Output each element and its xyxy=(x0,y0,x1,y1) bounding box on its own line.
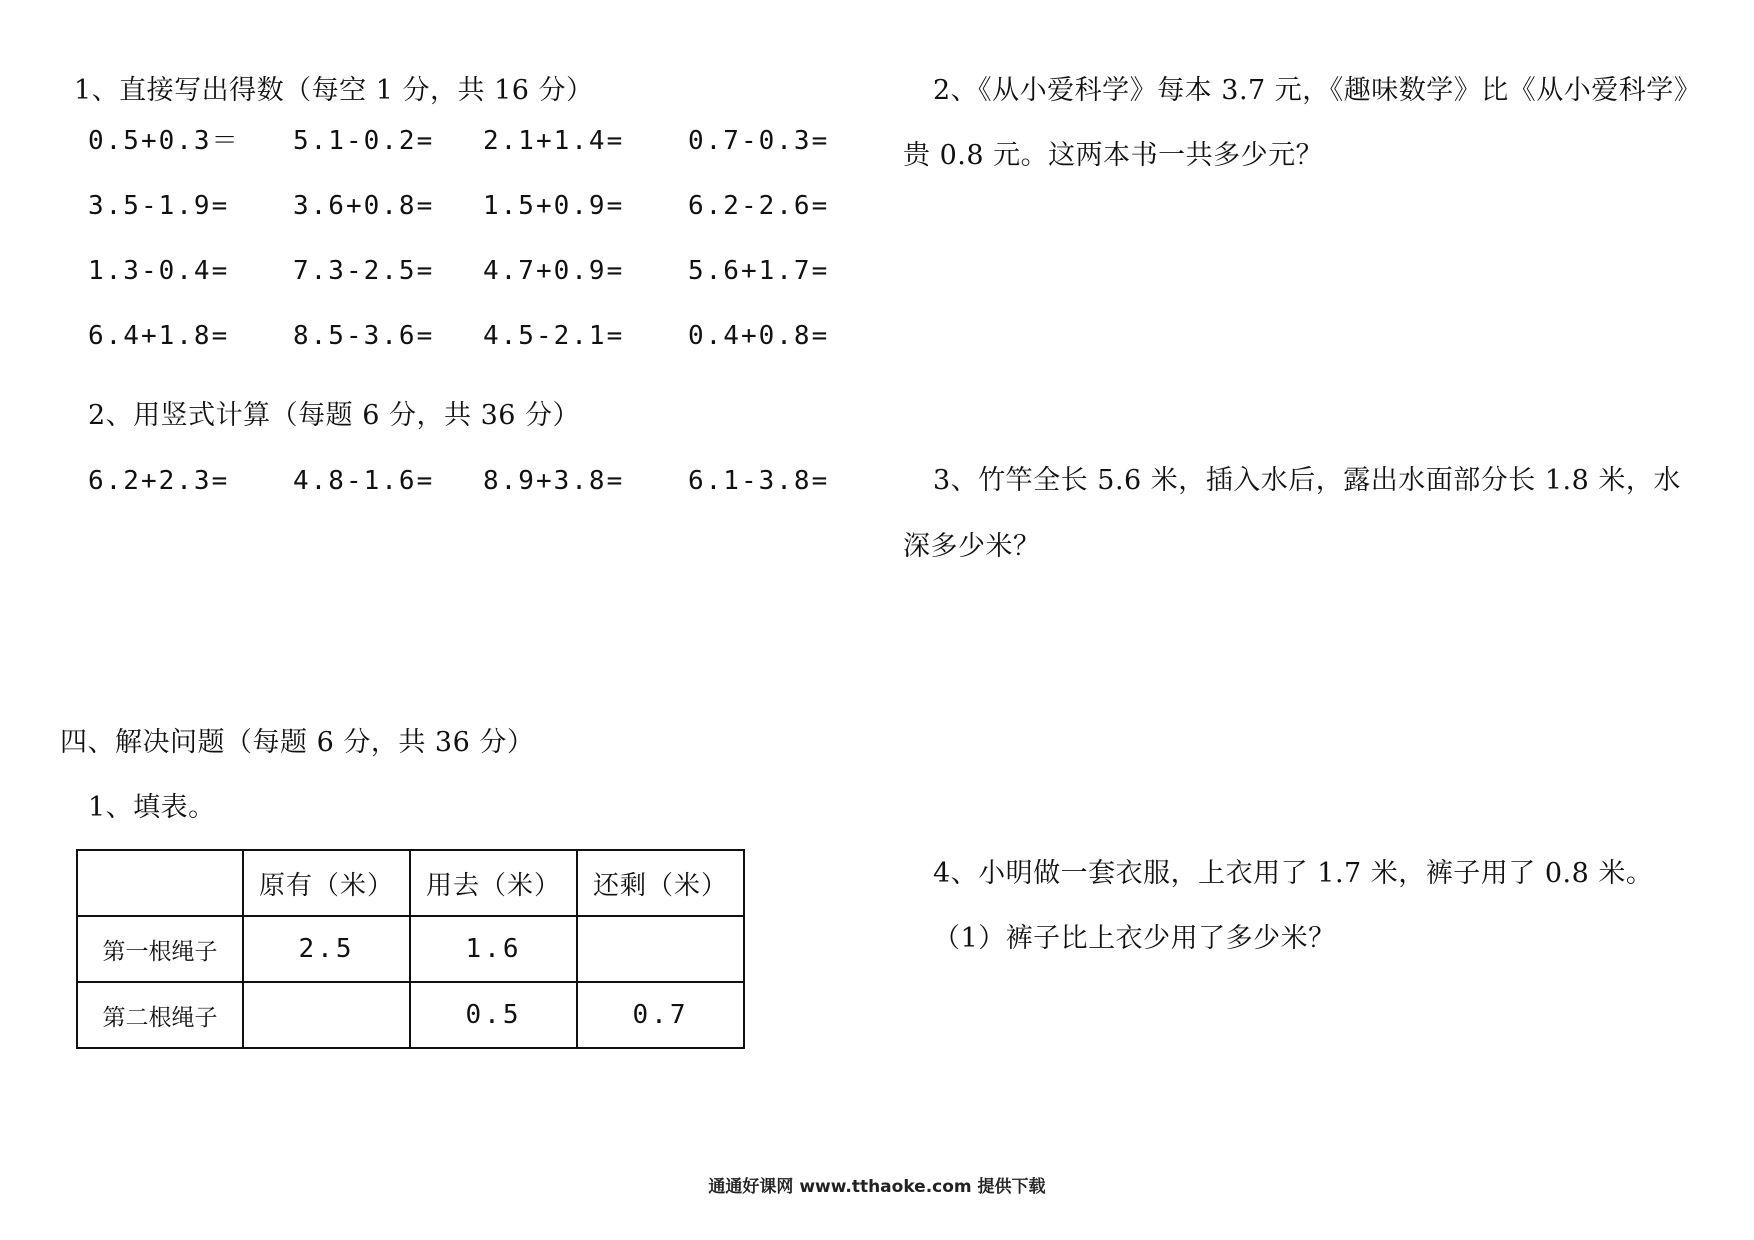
section2-title: 2、用竖式计算（每题 6 分，共 36 分） xyxy=(88,400,581,431)
oral-row-4 xyxy=(88,319,848,353)
oral-expr: 0.4+0.8= xyxy=(688,321,830,351)
vertical-calc-row xyxy=(88,464,848,498)
oral-expr: 5.6+1.7= xyxy=(688,256,830,286)
oral-expr: 1.5+0.9= xyxy=(483,191,625,221)
q4-line-1: 4、小明做一套衣服，上衣用了 1.7 米，裤子用了 0.8 米。 xyxy=(933,858,1654,889)
oral-expr: 0.7-0.3= xyxy=(688,126,830,156)
section4-title: 四、解决问题（每题 6 分，共 36 分） xyxy=(60,727,535,758)
table-row xyxy=(77,982,744,1048)
oral-expr: 6.2-2.6= xyxy=(688,191,830,221)
table-row xyxy=(77,916,744,982)
table-cell: 2.5 xyxy=(243,916,410,982)
q1-title: 1、填表。 xyxy=(88,792,216,823)
oral-expr: 0.5+0.3＝ xyxy=(88,126,240,156)
table-cell: 1.6 xyxy=(410,916,577,982)
table-cell: 0.7 xyxy=(577,982,744,1048)
table-header-cell: 还剩（米） xyxy=(577,850,744,916)
oral-row-1 xyxy=(88,124,848,158)
vertical-expr: 6.2+2.3= xyxy=(88,466,230,496)
oral-expr: 7.3-2.5= xyxy=(293,256,435,286)
oral-expr: 4.7+0.9= xyxy=(483,256,625,286)
q2-line-1: 2、《从小爱科学》每本 3.7 元，《趣味数学》比《从小爱科学》 xyxy=(933,75,1702,106)
oral-row-3 xyxy=(88,254,848,288)
oral-expr: 6.4+1.8= xyxy=(88,321,230,351)
fill-table xyxy=(76,849,745,1049)
table-header-row xyxy=(77,850,744,916)
oral-expr: 1.3-0.4= xyxy=(88,256,230,286)
q4-sub-question-1: （1）裤子比上衣少用了多少米？ xyxy=(933,923,1336,954)
q3-line-2: 深多少米？ xyxy=(903,531,1041,562)
table-header-cell xyxy=(77,850,243,916)
vertical-expr: 8.9+3.8= xyxy=(483,466,625,496)
oral-expr: 5.1-0.2= xyxy=(293,126,435,156)
table-header-cell: 用去（米） xyxy=(410,850,577,916)
oral-expr: 4.5-2.1= xyxy=(483,321,625,351)
footer-credit: 通通好课网 www.tthaoke.com 提供下载 xyxy=(708,1177,1046,1197)
oral-expr: 3.6+0.8= xyxy=(293,191,435,221)
table-cell: 0.5 xyxy=(410,982,577,1048)
table-cell xyxy=(243,982,410,1048)
q2-line-2: 贵 0.8 元。这两本书一共多少元？ xyxy=(903,140,1324,171)
table-cell xyxy=(577,916,744,982)
oral-expr: 8.5-3.6= xyxy=(293,321,435,351)
vertical-expr: 4.8-1.6= xyxy=(293,466,435,496)
vertical-expr: 6.1-3.8= xyxy=(688,466,830,496)
oral-expr: 2.1+1.4= xyxy=(483,126,625,156)
table-header-cell: 原有（米） xyxy=(243,850,410,916)
q3-line-1: 3、竹竿全长 5.6 米，插入水后，露出水面部分长 1.8 米，水 xyxy=(933,465,1681,496)
oral-expr: 3.5-1.9= xyxy=(88,191,230,221)
section1-title: 1、直接写出得数（每空 1 分，共 16 分） xyxy=(74,75,594,106)
table-row-label: 第一根绳子 xyxy=(77,916,243,982)
oral-row-2 xyxy=(88,189,848,223)
table-row-label: 第二根绳子 xyxy=(77,982,243,1048)
